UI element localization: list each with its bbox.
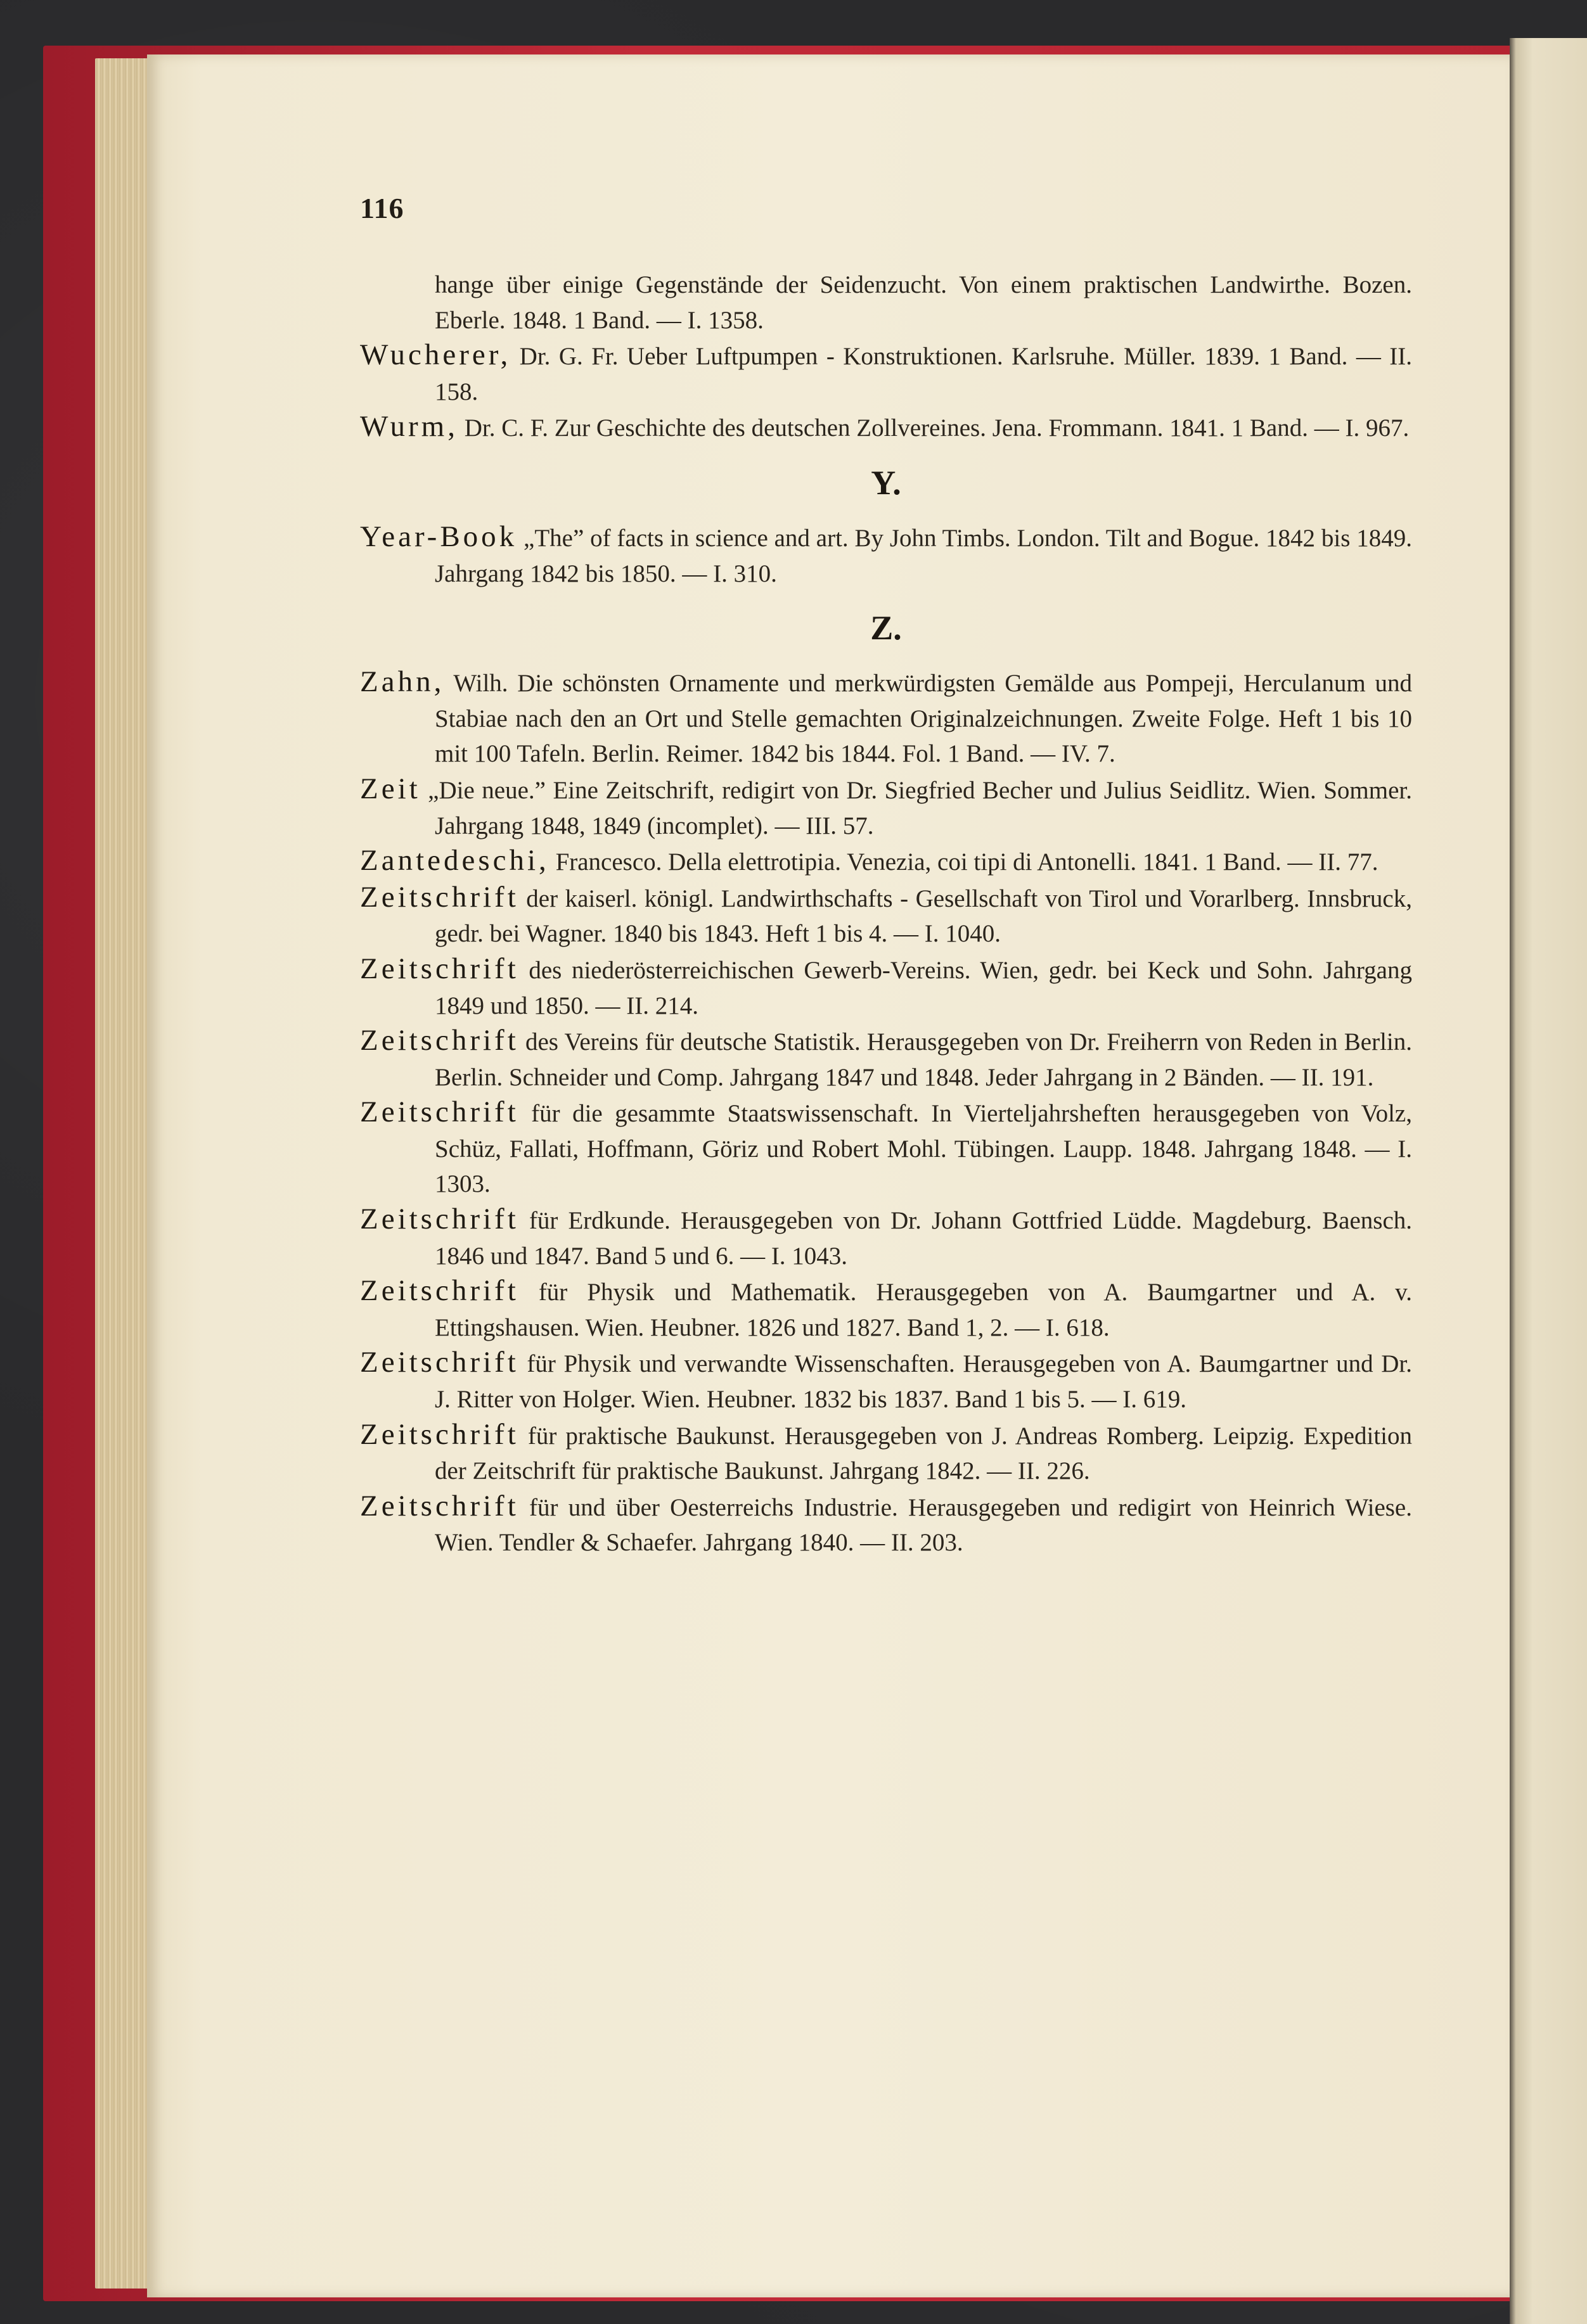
- entry-heading: Zeit: [360, 772, 421, 805]
- entry-heading: Zeitschrift: [360, 1489, 519, 1523]
- entry-text: für Physik und verwandte Wissenschaften. Herausgegeben von A. Baumgartner und Dr. J. Ritter von Holger. Wien. Heubner. 1832 bis 1837. Band 1 bis 5. — I. 619.: [435, 1350, 1412, 1414]
- entry-text: für Physik und Mathematik. Herausgegeben von A. Baumgartner und A. v. Ettingshausen. Wien. Heubner. 1826 und 1827. Band 1, 2. — I. 618.: [435, 1279, 1412, 1341]
- entry-text: hange über einige Gegenstände der Seidenzucht. Von einem praktischen Landwirthe. Bozen. Eberle. 1848. 1 Band. — I. 1358.: [435, 271, 1412, 334]
- entry-text: Dr. C. F. Zur Geschichte des deutschen Zollvereines. Jena. Frommann. 1841. 1 Band. — I. 967.: [458, 414, 1410, 442]
- catalog-entry: [360, 520, 1412, 591]
- entry-text: für die gesammte Staatswissenschaft. In Vierteljahrsheften herausgegeben von Volz, Schüz, Fallati, Hoffmann, Göriz und Robert Mohl. Tübingen. Laupp. 1848. Jahrgang 1848. — I. 1303.: [435, 1100, 1412, 1198]
- entry-heading: Zeitschrift: [360, 880, 519, 914]
- catalog-entry: [360, 1489, 1412, 1561]
- catalog-entry: [360, 665, 1412, 772]
- catalog-entry: [360, 1417, 1412, 1489]
- entry-heading: Wucherer,: [360, 338, 511, 372]
- entry-heading: Zahn,: [360, 665, 445, 699]
- entry-text: für und über Oesterreichs Industrie. Herausgegeben und redigirt von Heinrich Wiese. Wien. Tendler & Schaefer. Jahrgang 1840. — II. 203.: [435, 1493, 1412, 1557]
- catalog-entry: [360, 952, 1412, 1023]
- entry-text: für praktische Baukunst. Herausgegeben von J. Andreas Romberg. Leipzig. Expedition der Zeitschrift für praktische Baukunst. Jahrgang 1842. — II. 226.: [435, 1422, 1412, 1485]
- section-letter-y: Y.: [871, 463, 901, 502]
- entry-heading: Zeitschrift: [360, 1346, 519, 1379]
- catalog-entry: [360, 409, 1412, 446]
- catalog-entry: [360, 1345, 1412, 1417]
- entry-heading: Zantedeschi,: [360, 844, 549, 878]
- entry-heading: Zeitschrift: [360, 1274, 519, 1308]
- catalog-entry: [360, 267, 1412, 338]
- entry-text: Wilh. Die schönsten Ornamente und merkwürdigsten Gemälde aus Pompeji, Herculanum und Stabiae nach den an Ort und Stelle gemachten Originalzeichnungen. Zweite Folge. Heft 1 bis 10 mit 100 Tafeln. Berlin. Reimer. 1842 bis 1844. Fol. 1 Band. — IV. 7.: [435, 670, 1412, 768]
- catalog-entry: [360, 338, 1412, 409]
- page-number: 116: [360, 192, 404, 224]
- entry-text: des Vereins für deutsche Statistik. Herausgegeben von Dr. Freiherrn von Reden in Berlin. Berlin. Schneider und Comp. Jahrgang 1847 und 1848. Jeder Jahrgang in 2 Bänden. — II. 191.: [435, 1028, 1412, 1091]
- entry-heading: Zeitschrift: [360, 1024, 519, 1057]
- section-letter-z: Z.: [870, 609, 902, 648]
- catalog-entry: [360, 1095, 1412, 1202]
- entry-heading: Year-Book: [360, 520, 518, 553]
- entry-heading: Zeitschrift: [360, 952, 519, 985]
- entry-heading: Zeitschrift: [360, 1203, 519, 1236]
- catalog-entry: [360, 1023, 1412, 1095]
- catalog-entry: [360, 843, 1412, 880]
- entry-heading: Zeitschrift: [360, 1417, 519, 1451]
- entry-text: für Erdkunde. Herausgegeben von Dr. Johann Gottfried Lüdde. Magdeburg. Baensch. 1846 und 1847. Band 5 und 6. — I. 1043.: [435, 1207, 1412, 1270]
- entry-text: „Die neue.” Eine Zeitschrift, redigirt von Dr. Siegfried Becher und Julius Seidlitz. Wien. Sommer. Jahrgang 1848, 1849 (incomplet). — III. 57.: [420, 776, 1412, 840]
- entry-text: Francesco. Della elettrotipia. Venezia, coi tipi di Antonelli. 1841. 1 Band. — II. 77.: [549, 848, 1378, 876]
- catalog-entry: [360, 880, 1412, 952]
- adjacent-page-edge: [1510, 38, 1587, 2324]
- entry-text: der kaiserl. königl. Landwirthschafts - Gesellschaft von Tirol und Vorarlberg. Innsbruck, gedr. bei Wagner. 1840 bis 1843. Heft 1 bis 4. — I. 1040.: [435, 884, 1412, 948]
- catalog-entry: [360, 1274, 1412, 1345]
- entry-text: Dr. G. Fr. Ueber Luftpumpen - Konstruktionen. Karlsruhe. Müller. 1839. 1 Band. — II. 158.: [435, 343, 1412, 405]
- entry-heading: Wurm,: [360, 410, 458, 444]
- catalog-entry: [360, 772, 1412, 843]
- entry-heading: Zeitschrift: [360, 1095, 519, 1129]
- catalog-entry: [360, 1202, 1412, 1274]
- catalog-entries: [360, 267, 1412, 1561]
- entry-text: „The” of facts in science and art. By John Timbs. London. Tilt and Bogue. 1842 bis 1849. Jahrgang 1842 bis 1850. — I. 310.: [435, 524, 1412, 587]
- entry-text: des niederösterreichischen Gewerb-Vereins. Wien, gedr. bei Keck und Sohn. Jahrgang 1849 und 1850. — II. 214.: [435, 956, 1412, 1019]
